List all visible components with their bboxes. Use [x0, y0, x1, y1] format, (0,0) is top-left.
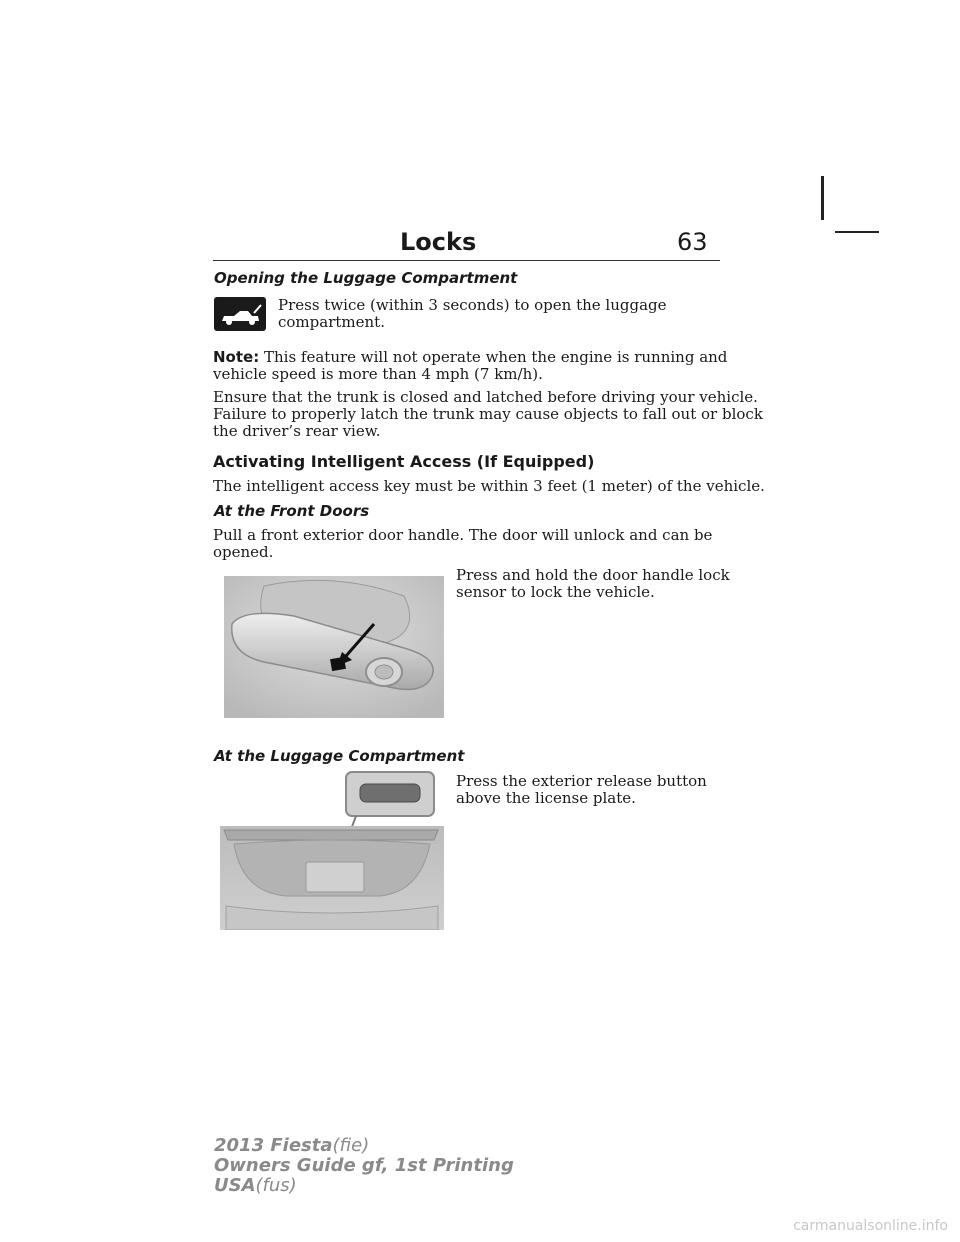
footer-model: 2013 Fiesta [214, 1135, 333, 1156]
footer-line3 [214, 1176, 514, 1196]
trunk-release-button-illustration [220, 770, 444, 930]
front-doors-line2: opened. [213, 543, 274, 561]
note-line2: vehicle speed is more than 4 mph (7 km/h). [213, 365, 543, 383]
watermark: carmanualsonline.info [793, 1218, 948, 1234]
ensure-line1: Ensure that the trunk is closed and latched before driving your vehicle. [213, 388, 758, 406]
front-doors-line1: Pull a front exterior door handle. The door will unlock and can be [213, 526, 713, 544]
ensure-line3: the driver’s rear view. [213, 422, 381, 440]
page-number: 63 [677, 228, 708, 256]
footer-line2: Owners Guide gf, 1st Printing [214, 1155, 514, 1176]
intelligent-access-text: The intelligent access key must be within 3 feet (1 meter) of the vehicle. [213, 477, 765, 495]
note-label: Note: [213, 348, 260, 366]
section-heading-opening: Opening the Luggage Compartment [214, 269, 518, 287]
footer-line1 [214, 1136, 514, 1156]
opening-instruction-line1: Press twice (within 3 seconds) to open the luggage [278, 296, 667, 314]
footer-model-code: (fie) [332, 1135, 370, 1156]
header-divider [213, 260, 720, 261]
section-heading-intelligent-access: Activating Intelligent Access (If Equipped) [213, 452, 595, 471]
page-title: Locks [400, 228, 477, 256]
section-heading-front-doors: At the Front Doors [214, 502, 370, 520]
footer-market-code: (fus) [255, 1175, 297, 1196]
door-handle-lock-sensor-illustration [224, 576, 444, 718]
crop-mark-vertical [821, 176, 824, 220]
release-button-instruction-line1: Press the exterior release button [456, 772, 707, 790]
note-text-line1: This feature will not operate when the engine is running and [263, 348, 728, 366]
door-lock-instruction-line2: sensor to lock the vehicle. [456, 583, 655, 601]
document-footer [214, 1136, 514, 1196]
opening-instruction-line2: compartment. [278, 313, 385, 331]
door-lock-instruction-line1: Press and hold the door handle lock [456, 566, 730, 584]
footer-market: USA [214, 1175, 256, 1196]
ensure-line2: Failure to properly latch the trunk may cause objects to fall out or block [213, 405, 763, 423]
trunk-open-icon [214, 297, 266, 331]
crop-mark-horizontal [835, 231, 879, 233]
note-line1 [213, 348, 727, 366]
release-button-instruction-line2: above the license plate. [456, 789, 636, 807]
section-heading-luggage-compartment: At the Luggage Compartment [214, 747, 465, 765]
